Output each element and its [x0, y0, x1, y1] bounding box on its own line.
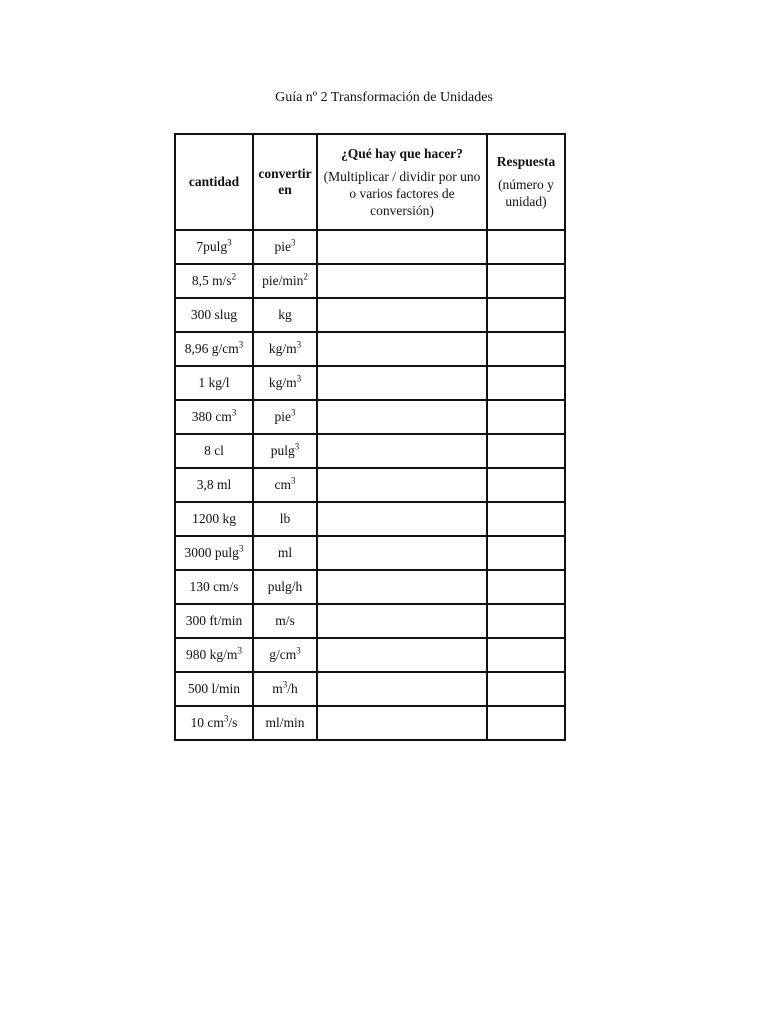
cantidad-cell-sup: 3	[227, 237, 232, 248]
table-row	[175, 604, 565, 638]
convertir-cell-text: pulg/h	[267, 579, 303, 594]
convertir-cell-text: kg/m	[268, 375, 297, 390]
cantidad-cell-sup: 2	[231, 271, 237, 282]
convertir-cell-sup: 3	[291, 407, 296, 418]
table-row	[175, 570, 565, 604]
que-hacer-cell[interactable]	[317, 672, 487, 706]
cantidad-cell-text: 8,5 m/s	[191, 273, 232, 288]
respuesta-cell[interactable]	[487, 332, 565, 366]
que-hacer-cell[interactable]	[317, 264, 487, 298]
convertir-cell	[253, 366, 317, 400]
convertir-cell	[253, 332, 317, 366]
cantidad-cell-sup: 3	[238, 339, 244, 350]
respuesta-cell[interactable]	[487, 366, 565, 400]
table-row	[175, 400, 565, 434]
cantidad-cell	[175, 264, 253, 298]
cantidad-cell	[175, 400, 253, 434]
respuesta-cell[interactable]	[487, 400, 565, 434]
cantidad-cell-text: 7pulg	[196, 239, 228, 254]
que-hacer-cell[interactable]	[317, 298, 487, 332]
convertir-cell	[253, 400, 317, 434]
header-convertir: convertir en	[253, 134, 317, 230]
respuesta-cell[interactable]	[487, 672, 565, 706]
respuesta-cell[interactable]	[487, 434, 565, 468]
cantidad-cell-sup: 3	[223, 713, 229, 724]
table-row	[175, 230, 565, 264]
convertir-cell	[253, 502, 317, 536]
convertir-cell	[253, 706, 317, 740]
cantidad-cell	[175, 468, 253, 502]
convertir-cell-text: kg/m	[268, 341, 297, 356]
header-que-hacer-title: ¿Qué hay que hacer?	[341, 145, 463, 161]
que-hacer-cell[interactable]	[317, 706, 487, 740]
header-respuesta-note: (número y unidad)	[498, 177, 554, 209]
convertir-cell-tail: /h	[287, 681, 298, 696]
table-header-row	[175, 134, 565, 230]
convertir-cell	[253, 230, 317, 264]
table-row	[175, 468, 565, 502]
header-que-hacer-note: (Multiplicar / dividir por uno o varios factores de conversión)	[323, 168, 481, 218]
cantidad-cell-tail: /s	[228, 715, 238, 730]
respuesta-cell[interactable]	[487, 468, 565, 502]
cantidad-cell	[175, 502, 253, 536]
table-row	[175, 264, 565, 298]
convertir-cell-text: pie/min	[262, 273, 304, 288]
convertir-cell-text: pulg	[270, 443, 295, 458]
table-row	[175, 638, 565, 672]
header-respuesta	[487, 134, 565, 230]
convertir-cell-text: pie	[274, 239, 291, 254]
table-body	[175, 230, 565, 740]
que-hacer-cell[interactable]	[317, 604, 487, 638]
cantidad-cell-text: 10 cm	[190, 715, 224, 730]
convertir-cell	[253, 468, 317, 502]
que-hacer-cell[interactable]	[317, 230, 487, 264]
que-hacer-cell[interactable]	[317, 332, 487, 366]
respuesta-cell[interactable]	[487, 706, 565, 740]
header-que-hacer	[317, 134, 487, 230]
convertir-cell	[253, 264, 317, 298]
convertir-cell	[253, 570, 317, 604]
que-hacer-cell[interactable]	[317, 400, 487, 434]
convertir-cell-text: ml/min	[265, 715, 305, 730]
cantidad-cell-sup: 3	[238, 543, 244, 554]
table-row	[175, 672, 565, 706]
table-row	[175, 332, 565, 366]
convertir-cell	[253, 434, 317, 468]
table-row	[175, 536, 565, 570]
respuesta-cell[interactable]	[487, 570, 565, 604]
respuesta-cell[interactable]	[487, 536, 565, 570]
cantidad-cell-text: 300 slug	[190, 307, 238, 322]
convertir-cell-text: lb	[279, 511, 291, 526]
convertir-cell-sup: 3	[296, 373, 302, 384]
cantidad-cell-text: 8 cl	[204, 443, 224, 458]
table-row	[175, 366, 565, 400]
respuesta-cell[interactable]	[487, 230, 565, 264]
convertir-cell	[253, 298, 317, 332]
que-hacer-cell[interactable]	[317, 536, 487, 570]
convertir-cell-text: g/cm	[269, 647, 297, 662]
header-cantidad: cantidad	[175, 134, 253, 230]
respuesta-cell[interactable]	[487, 264, 565, 298]
convertir-cell	[253, 536, 317, 570]
convertir-cell	[253, 672, 317, 706]
cantidad-cell-sup: 3	[237, 645, 242, 656]
table-row	[175, 434, 565, 468]
cantidad-cell-text: 3,8 ml	[196, 477, 232, 492]
cantidad-cell	[175, 672, 253, 706]
convertir-cell-sup: 3	[296, 339, 302, 350]
cantidad-cell	[175, 570, 253, 604]
respuesta-cell[interactable]	[487, 604, 565, 638]
header-respuesta-title: Respuesta	[496, 154, 556, 169]
cantidad-cell	[175, 536, 253, 570]
convertir-cell	[253, 604, 317, 638]
convertir-cell-sup: 2	[303, 271, 308, 282]
table-row	[175, 706, 565, 740]
convertir-cell-text: kg	[278, 307, 292, 322]
table-row	[175, 502, 565, 536]
cantidad-cell-text: 380 cm	[191, 409, 232, 424]
que-hacer-cell[interactable]	[317, 502, 487, 536]
convertir-cell-sup: 3	[291, 475, 296, 486]
cantidad-cell	[175, 434, 253, 468]
convertir-cell	[253, 638, 317, 672]
que-hacer-cell[interactable]	[317, 434, 487, 468]
convertir-cell-text: ml	[277, 545, 293, 560]
cantidad-cell	[175, 298, 253, 332]
cantidad-cell	[175, 604, 253, 638]
convertir-cell-text: cm	[274, 477, 291, 492]
convertir-cell-sup: 3	[282, 679, 288, 690]
convertir-cell-text: m	[272, 681, 283, 696]
cantidad-cell	[175, 332, 253, 366]
convertir-cell-text: m/s	[275, 613, 295, 628]
cantidad-cell-text: 8,96 g/cm	[184, 341, 239, 356]
convertir-cell-sup: 3	[291, 237, 296, 248]
cantidad-cell	[175, 706, 253, 740]
que-hacer-cell[interactable]	[317, 366, 487, 400]
que-hacer-cell[interactable]	[317, 570, 487, 604]
cantidad-cell-text: 3000 pulg	[184, 545, 239, 560]
que-hacer-cell[interactable]	[317, 638, 487, 672]
cantidad-cell	[175, 230, 253, 264]
cantidad-cell-text: 500 l/min	[187, 681, 241, 696]
convertir-cell-sup: 3	[296, 645, 301, 656]
table-row	[175, 298, 565, 332]
que-hacer-cell[interactable]	[317, 468, 487, 502]
cantidad-cell-text: 1200 kg	[192, 511, 236, 526]
convertir-cell-text: pie	[274, 409, 291, 424]
respuesta-cell[interactable]	[487, 298, 565, 332]
cantidad-cell-text: 130 cm/s	[189, 579, 239, 594]
cantidad-cell-text: 300 ft/min	[185, 613, 243, 628]
cantidad-cell-sup: 3	[231, 407, 237, 418]
respuesta-cell[interactable]	[487, 638, 565, 672]
convertir-cell-sup: 3	[294, 441, 300, 452]
cantidad-cell	[175, 638, 253, 672]
page-title: Guía nº 2 Transformación de Unidades	[275, 90, 493, 105]
respuesta-cell[interactable]	[487, 502, 565, 536]
cantidad-cell-text: 1 kg/l	[198, 375, 230, 390]
cantidad-cell	[175, 366, 253, 400]
cantidad-cell-text: 980 kg/m	[186, 647, 238, 662]
conversion-table	[174, 133, 566, 741]
